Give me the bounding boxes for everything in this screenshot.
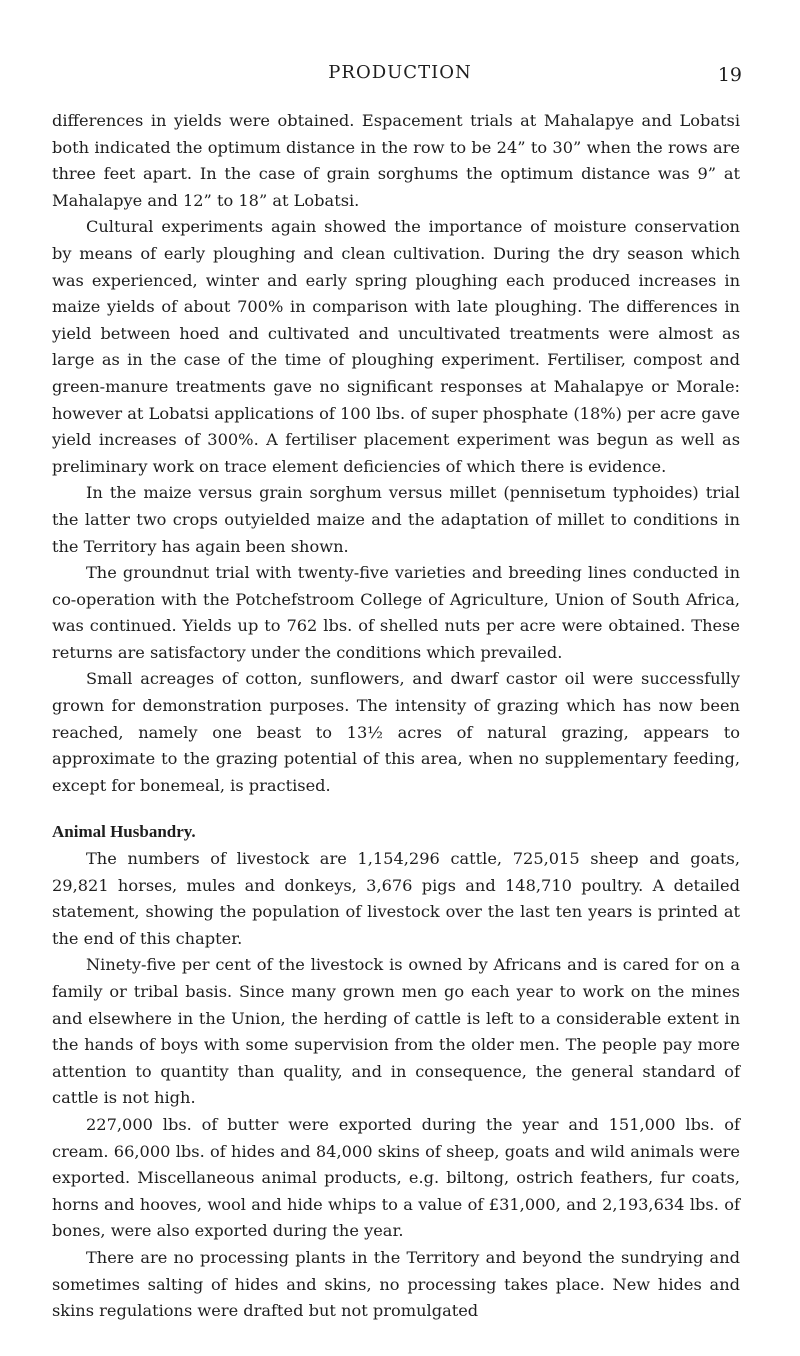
paragraph-processing: There are no processing plants in the Territory and beyond the sundrying and sometimes salting of hides and skins, no processing takes place. New hides and skins regulations were drafted but not promulgated [52,1247,740,1321]
paragraph-maize-sorghum-millet: In the maize versus grain sorghum versus millet (pennisetum typhoides) trial the latter two crops outyielded maize and the adaptation of millet to conditions in the Territory has again been shown. [52,483,740,556]
running-head [0,60,800,86]
paragraph-exports: 227,000 lbs. of butter were exported during the year and 151,000 lbs. of cream. 66,000 lbs. of hides and 84,000 skins of sheep, goats and wild animals were exported. Miscellaneous animal products, e.g. biltong, ostrich feathers, fur coats, horns and hooves, wool and hide whips to a value of £31,000, and 2,193,634 lbs. of bones, were also exported during the year. [52,1114,740,1241]
page-number: 19 [717,64,742,86]
section-heading-animal-husbandry: Animal Husbandry. [52,822,196,842]
body-text [52,108,740,1325]
paragraph-livestock-numbers: The numbers of livestock are 1,154,296 cattle, 725,015 sheep and goats, 29,821 horses, mules and donkeys, 3,676 pigs and 148,710 poultry. A detailed statement, showing the population of livestock over the last ten years is printed at the end of this chapter. [52,849,740,948]
paragraph-espacement-continuation: differences in yields were obtained. Espacement trials at Mahalapye and Lobatsi both indicated the optimum distance in the row to be 24” to 30” when the rows are three feet apart. In the case of grain sorghums the optimum distance was 9” at Mahalapye and 12” to 18” at Lobatsi. [52,111,740,210]
paragraph-cultural-experiments: Cultural experiments again showed the importance of moisture conservation by means of early ploughing and clean cultivation. During the dry season which was experienced, winter and early spring ploughing each produced increases in maize yields of about 700% in comparison with late ploughing. The differences in yield between hoed and cultivated and uncultivated treatments were almost as large as in the case of the time of ploughing experiment. Fertiliser, compost and green-manure treatments gave no significant responses at Mahalapye or Morale: however at Lobatsi applications of 100 lbs. of super phosphate (18%) per acre gave yield increases of 300%. A fertiliser placement experiment was begun as well as preliminary work on trace element deficiencies of which there is evidence. [52,217,740,476]
running-title: PRODUCTION [328,62,472,83]
paragraph-livestock-ownership: Ninety-five per cent of the livestock is owned by Africans and is cared for on a family or tribal basis. Since many grown men go each year to work on the mines and elsewhere in the Union, the herding of cattle is left to a considerable extent in the hands of boys with some supervision from the older men. The people pay more attention to quantity than quality, and in consequence, the general standard of cattle is not high. [52,955,740,1108]
paragraph-small-acreages: Small acreages of cotton, sunflowers, and dwarf castor oil were successfully grown for demonstration purposes. The intensity of grazing which has now been reached, namely one beast to 13½ acres of natural grazing, appears to approximate to the grazing potential of this area, when no supplementary feeding, except for bonemeal, is practised. [52,669,740,795]
paragraph-groundnut-trial: The groundnut trial with twenty-five varieties and breeding lines conducted in co-operation with the Potchefstroom College of Agriculture, Union of South Africa, was continued. Yields up to 762 lbs. of shelled nuts per acre were obtained. These returns are satisfactory under the conditions which prevailed. [52,563,740,662]
